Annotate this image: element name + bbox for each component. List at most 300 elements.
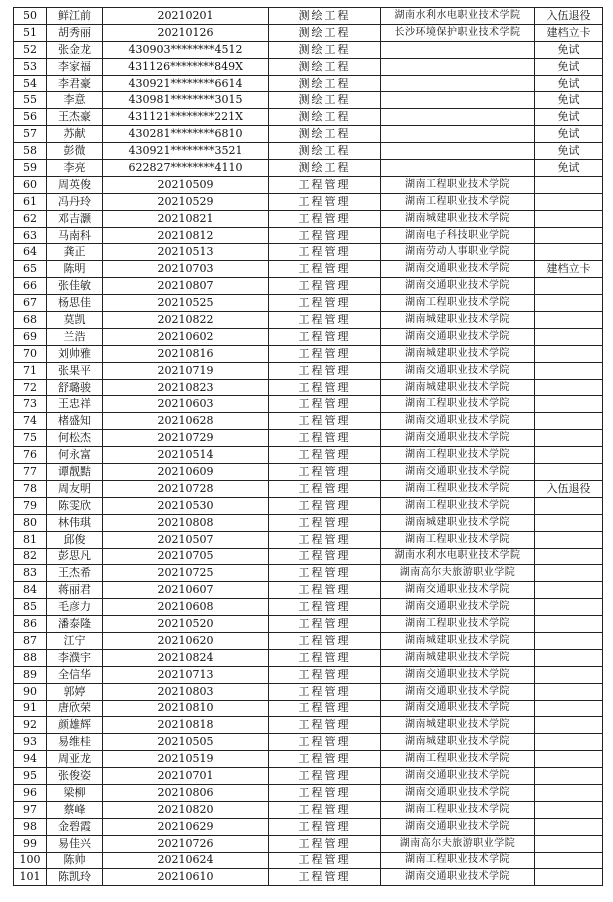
school-cell: 湖南工程职业技术学院: [381, 497, 535, 514]
school-cell: 湖南工程职业技术学院: [381, 295, 535, 312]
name-cell: 易维桂: [47, 734, 103, 751]
note-cell: [535, 210, 603, 227]
school-cell: [381, 126, 535, 143]
row-number-cell: 56: [14, 109, 47, 126]
row-number-cell: 83: [14, 565, 47, 582]
name-cell: 何永富: [47, 447, 103, 464]
row-number-cell: 67: [14, 295, 47, 312]
major-cell: 工程管理: [269, 784, 381, 801]
table-row: [14, 582, 603, 599]
table-row: [14, 818, 603, 835]
major-cell: 测绘工程: [269, 143, 381, 160]
school-cell: 湖南交通职业技术学院: [381, 700, 535, 717]
row-number-cell: 92: [14, 717, 47, 734]
note-cell: 免试: [535, 143, 603, 160]
school-cell: 湖南工程职业技术学院: [381, 531, 535, 548]
table-row: [14, 413, 603, 430]
note-cell: [535, 447, 603, 464]
major-cell: 工程管理: [269, 751, 381, 768]
name-cell: 邱俊: [47, 531, 103, 548]
major-cell: 测绘工程: [269, 92, 381, 109]
note-cell: [535, 244, 603, 261]
note-cell: [535, 632, 603, 649]
row-number-cell: 81: [14, 531, 47, 548]
row-number-cell: 78: [14, 480, 47, 497]
name-cell: 胡秀丽: [47, 24, 103, 41]
row-number-cell: 58: [14, 143, 47, 160]
name-cell: 梁柳: [47, 784, 103, 801]
table-row: [14, 278, 603, 295]
row-number-cell: 71: [14, 362, 47, 379]
table-row: [14, 565, 603, 582]
id-cell: 20210816: [103, 345, 269, 362]
school-cell: 湖南工程职业技术学院: [381, 801, 535, 818]
id-cell: 431121********221X: [103, 109, 269, 126]
row-number-cell: 60: [14, 176, 47, 193]
major-cell: 工程管理: [269, 362, 381, 379]
name-cell: 潘泰隆: [47, 616, 103, 633]
note-cell: [535, 328, 603, 345]
major-cell: 工程管理: [269, 835, 381, 852]
id-cell: 20210823: [103, 379, 269, 396]
major-cell: 工程管理: [269, 193, 381, 210]
name-cell: 龚正: [47, 244, 103, 261]
school-cell: 湖南电子科技职业学院: [381, 227, 535, 244]
major-cell: 工程管理: [269, 396, 381, 413]
row-number-cell: 72: [14, 379, 47, 396]
row-number-cell: 97: [14, 801, 47, 818]
table-row: [14, 548, 603, 565]
id-cell: 20210519: [103, 751, 269, 768]
major-cell: 工程管理: [269, 768, 381, 785]
table-row: [14, 24, 603, 41]
major-cell: 工程管理: [269, 531, 381, 548]
note-cell: [535, 413, 603, 430]
note-cell: [535, 278, 603, 295]
major-cell: 工程管理: [269, 649, 381, 666]
note-cell: [535, 616, 603, 633]
note-cell: [535, 565, 603, 582]
major-cell: 工程管理: [269, 818, 381, 835]
note-cell: [535, 227, 603, 244]
note-cell: [535, 548, 603, 565]
row-number-cell: 68: [14, 312, 47, 329]
row-number-cell: 53: [14, 58, 47, 75]
name-cell: 陈凯玲: [47, 869, 103, 886]
school-cell: 湖南城建职业技术学院: [381, 379, 535, 396]
name-cell: 马南科: [47, 227, 103, 244]
id-cell: 20210201: [103, 8, 269, 25]
row-number-cell: 59: [14, 160, 47, 177]
note-cell: 入伍退役: [535, 480, 603, 497]
id-cell: 20210803: [103, 683, 269, 700]
row-number-cell: 94: [14, 751, 47, 768]
row-number-cell: 55: [14, 92, 47, 109]
id-cell: 20210509: [103, 176, 269, 193]
school-cell: 长沙环境保护职业技术学院: [381, 24, 535, 41]
school-cell: [381, 109, 535, 126]
major-cell: 测绘工程: [269, 160, 381, 177]
table-row: [14, 75, 603, 92]
name-cell: 李君豪: [47, 75, 103, 92]
name-cell: 张金龙: [47, 41, 103, 58]
major-cell: 工程管理: [269, 295, 381, 312]
id-cell: 20210525: [103, 295, 269, 312]
major-cell: 工程管理: [269, 683, 381, 700]
major-cell: 工程管理: [269, 565, 381, 582]
name-cell: 陈帅: [47, 852, 103, 869]
name-cell: 周英俊: [47, 176, 103, 193]
table-row: [14, 666, 603, 683]
row-number-cell: 74: [14, 413, 47, 430]
note-cell: 免试: [535, 160, 603, 177]
row-number-cell: 77: [14, 464, 47, 481]
name-cell: 周友明: [47, 480, 103, 497]
table-row: [14, 717, 603, 734]
major-cell: 工程管理: [269, 176, 381, 193]
row-number-cell: 63: [14, 227, 47, 244]
school-cell: 湖南水利水电职业技术学院: [381, 548, 535, 565]
id-cell: 20210609: [103, 464, 269, 481]
id-cell: 20210821: [103, 210, 269, 227]
name-cell: 邓吉灏: [47, 210, 103, 227]
id-cell: 20210507: [103, 531, 269, 548]
major-cell: 工程管理: [269, 261, 381, 278]
major-cell: 工程管理: [269, 244, 381, 261]
table-row: [14, 514, 603, 531]
note-cell: 免试: [535, 126, 603, 143]
student-list-table: [13, 7, 603, 886]
id-cell: 430921********6614: [103, 75, 269, 92]
name-cell: 鲜江前: [47, 8, 103, 25]
major-cell: 工程管理: [269, 480, 381, 497]
name-cell: 苏献: [47, 126, 103, 143]
note-cell: [535, 464, 603, 481]
name-cell: 张佳敏: [47, 278, 103, 295]
school-cell: [381, 92, 535, 109]
table-row: [14, 869, 603, 886]
note-cell: [535, 683, 603, 700]
table-row: [14, 497, 603, 514]
school-cell: 湖南水利水电职业技术学院: [381, 8, 535, 25]
school-cell: 湖南城建职业技术学院: [381, 649, 535, 666]
school-cell: 湖南高尔夫旅游职业学院: [381, 835, 535, 852]
note-cell: [535, 582, 603, 599]
note-cell: [535, 396, 603, 413]
major-cell: 工程管理: [269, 666, 381, 683]
school-cell: 湖南交通职业技术学院: [381, 683, 535, 700]
table-row: [14, 160, 603, 177]
note-cell: 免试: [535, 41, 603, 58]
table-row: [14, 379, 603, 396]
id-cell: 20210624: [103, 852, 269, 869]
table-row: [14, 751, 603, 768]
note-cell: [535, 666, 603, 683]
note-cell: [535, 295, 603, 312]
note-cell: 建档立卡: [535, 24, 603, 41]
note-cell: 建档立卡: [535, 261, 603, 278]
table-row: [14, 143, 603, 160]
row-number-cell: 75: [14, 430, 47, 447]
table-row: [14, 92, 603, 109]
name-cell: 蔡峰: [47, 801, 103, 818]
school-cell: 湖南交通职业技术学院: [381, 582, 535, 599]
id-cell: 20210520: [103, 616, 269, 633]
table-row: [14, 464, 603, 481]
note-cell: [535, 430, 603, 447]
school-cell: 湖南城建职业技术学院: [381, 312, 535, 329]
note-cell: [535, 852, 603, 869]
row-number-cell: 61: [14, 193, 47, 210]
note-cell: [535, 362, 603, 379]
table-row: [14, 835, 603, 852]
name-cell: 颜雄辉: [47, 717, 103, 734]
table-row: [14, 649, 603, 666]
id-cell: 20210808: [103, 514, 269, 531]
table-row: [14, 295, 603, 312]
id-cell: 20210513: [103, 244, 269, 261]
row-number-cell: 70: [14, 345, 47, 362]
major-cell: 工程管理: [269, 632, 381, 649]
id-cell: 430281********6810: [103, 126, 269, 143]
school-cell: 湖南工程职业技术学院: [381, 176, 535, 193]
school-cell: [381, 75, 535, 92]
row-number-cell: 101: [14, 869, 47, 886]
major-cell: 工程管理: [269, 582, 381, 599]
name-cell: 陈雯欣: [47, 497, 103, 514]
row-number-cell: 99: [14, 835, 47, 852]
table-row: [14, 734, 603, 751]
name-cell: 李亮: [47, 160, 103, 177]
table-row: [14, 616, 603, 633]
id-cell: 20210725: [103, 565, 269, 582]
row-number-cell: 89: [14, 666, 47, 683]
school-cell: 湖南交通职业技术学院: [381, 278, 535, 295]
table-row: [14, 345, 603, 362]
table-row: [14, 396, 603, 413]
row-number-cell: 57: [14, 126, 47, 143]
school-cell: 湖南工程职业技术学院: [381, 852, 535, 869]
major-cell: 工程管理: [269, 548, 381, 565]
name-cell: 王杰希: [47, 565, 103, 582]
major-cell: 工程管理: [269, 497, 381, 514]
row-number-cell: 76: [14, 447, 47, 464]
name-cell: 彭思凡: [47, 548, 103, 565]
major-cell: 测绘工程: [269, 109, 381, 126]
table-row: [14, 447, 603, 464]
name-cell: 兰浩: [47, 328, 103, 345]
row-number-cell: 100: [14, 852, 47, 869]
table-row: [14, 193, 603, 210]
school-cell: 湖南工程职业技术学院: [381, 751, 535, 768]
name-cell: 李意: [47, 92, 103, 109]
note-cell: 免试: [535, 58, 603, 75]
table-body: [14, 8, 603, 886]
school-cell: [381, 41, 535, 58]
table-row: [14, 227, 603, 244]
name-cell: 李家福: [47, 58, 103, 75]
major-cell: 工程管理: [269, 852, 381, 869]
name-cell: 金碧霞: [47, 818, 103, 835]
school-cell: 湖南交通职业技术学院: [381, 818, 535, 835]
major-cell: 测绘工程: [269, 41, 381, 58]
id-cell: 20210602: [103, 328, 269, 345]
table-row: [14, 41, 603, 58]
note-cell: [535, 531, 603, 548]
table-row: [14, 328, 603, 345]
name-cell: 陈明: [47, 261, 103, 278]
name-cell: 张俊姿: [47, 768, 103, 785]
school-cell: 湖南交通职业技术学院: [381, 784, 535, 801]
id-cell: 430903********4512: [103, 41, 269, 58]
name-cell: 何松杰: [47, 430, 103, 447]
note-cell: [535, 379, 603, 396]
note-cell: [535, 784, 603, 801]
row-number-cell: 93: [14, 734, 47, 751]
note-cell: [535, 514, 603, 531]
major-cell: 工程管理: [269, 464, 381, 481]
name-cell: 莫凯: [47, 312, 103, 329]
id-cell: 20210608: [103, 599, 269, 616]
row-number-cell: 80: [14, 514, 47, 531]
id-cell: 430981********3015: [103, 92, 269, 109]
row-number-cell: 64: [14, 244, 47, 261]
school-cell: 湖南交通职业技术学院: [381, 413, 535, 430]
school-cell: 湖南交通职业技术学院: [381, 430, 535, 447]
table-row: [14, 312, 603, 329]
school-cell: 湖南工程职业技术学院: [381, 480, 535, 497]
row-number-cell: 69: [14, 328, 47, 345]
name-cell: 江宁: [47, 632, 103, 649]
row-number-cell: 66: [14, 278, 47, 295]
school-cell: 湖南城建职业技术学院: [381, 734, 535, 751]
major-cell: 测绘工程: [269, 58, 381, 75]
table-row: [14, 58, 603, 75]
name-cell: 林伟琪: [47, 514, 103, 531]
id-cell: 622827********4110: [103, 160, 269, 177]
id-cell: 20210822: [103, 312, 269, 329]
major-cell: 测绘工程: [269, 24, 381, 41]
table-row: [14, 109, 603, 126]
name-cell: 刘帅雅: [47, 345, 103, 362]
major-cell: 工程管理: [269, 430, 381, 447]
major-cell: 工程管理: [269, 447, 381, 464]
note-cell: 免试: [535, 109, 603, 126]
row-number-cell: 91: [14, 700, 47, 717]
school-cell: 湖南城建职业技术学院: [381, 514, 535, 531]
table-row: [14, 480, 603, 497]
table-row: [14, 362, 603, 379]
note-cell: [535, 193, 603, 210]
note-cell: [535, 599, 603, 616]
id-cell: 20210603: [103, 396, 269, 413]
id-cell: 431126********849X: [103, 58, 269, 75]
major-cell: 工程管理: [269, 413, 381, 430]
id-cell: 20210713: [103, 666, 269, 683]
school-cell: 湖南交通职业技术学院: [381, 362, 535, 379]
name-cell: 楮盛知: [47, 413, 103, 430]
note-cell: [535, 176, 603, 193]
table-row: [14, 244, 603, 261]
name-cell: 全信华: [47, 666, 103, 683]
name-cell: 谭靓黠: [47, 464, 103, 481]
id-cell: 20210607: [103, 582, 269, 599]
row-number-cell: 98: [14, 818, 47, 835]
school-cell: 湖南交通职业技术学院: [381, 869, 535, 886]
row-number-cell: 88: [14, 649, 47, 666]
row-number-cell: 62: [14, 210, 47, 227]
note-cell: [535, 801, 603, 818]
school-cell: [381, 143, 535, 160]
table-row: [14, 176, 603, 193]
note-cell: [535, 345, 603, 362]
note-cell: 入伍退役: [535, 8, 603, 25]
id-cell: 20210812: [103, 227, 269, 244]
name-cell: 彭微: [47, 143, 103, 160]
major-cell: 工程管理: [269, 717, 381, 734]
school-cell: 湖南城建职业技术学院: [381, 717, 535, 734]
note-cell: [535, 835, 603, 852]
row-number-cell: 50: [14, 8, 47, 25]
school-cell: 湖南劳动人事职业学院: [381, 244, 535, 261]
major-cell: 工程管理: [269, 869, 381, 886]
id-cell: 20210505: [103, 734, 269, 751]
row-number-cell: 73: [14, 396, 47, 413]
table-row: [14, 210, 603, 227]
school-cell: 湖南交通职业技术学院: [381, 666, 535, 683]
major-cell: 工程管理: [269, 345, 381, 362]
note-cell: [535, 717, 603, 734]
table-row: [14, 801, 603, 818]
major-cell: 测绘工程: [269, 126, 381, 143]
id-cell: 20210514: [103, 447, 269, 464]
table-row: [14, 261, 603, 278]
note-cell: [535, 700, 603, 717]
name-cell: 王忠祥: [47, 396, 103, 413]
note-cell: [535, 869, 603, 886]
major-cell: 测绘工程: [269, 75, 381, 92]
major-cell: 工程管理: [269, 700, 381, 717]
major-cell: 工程管理: [269, 312, 381, 329]
major-cell: 工程管理: [269, 616, 381, 633]
row-number-cell: 95: [14, 768, 47, 785]
id-cell: 20210726: [103, 835, 269, 852]
name-cell: 唐欣荣: [47, 700, 103, 717]
note-cell: [535, 649, 603, 666]
id-cell: 20210628: [103, 413, 269, 430]
note-cell: [535, 751, 603, 768]
name-cell: 郭婷: [47, 683, 103, 700]
note-cell: [535, 312, 603, 329]
id-cell: 430921********3521: [103, 143, 269, 160]
name-cell: 毛彦力: [47, 599, 103, 616]
note-cell: 免试: [535, 75, 603, 92]
name-cell: 易佳兴: [47, 835, 103, 852]
name-cell: 冯丹玲: [47, 193, 103, 210]
table-row: [14, 784, 603, 801]
id-cell: 20210818: [103, 717, 269, 734]
major-cell: 工程管理: [269, 210, 381, 227]
table-row: [14, 8, 603, 25]
id-cell: 20210701: [103, 768, 269, 785]
note-cell: 免试: [535, 92, 603, 109]
table-row: [14, 768, 603, 785]
id-cell: 20210629: [103, 818, 269, 835]
name-cell: 周亚龙: [47, 751, 103, 768]
table-row: [14, 852, 603, 869]
name-cell: 张果平: [47, 362, 103, 379]
school-cell: 湖南工程职业技术学院: [381, 616, 535, 633]
